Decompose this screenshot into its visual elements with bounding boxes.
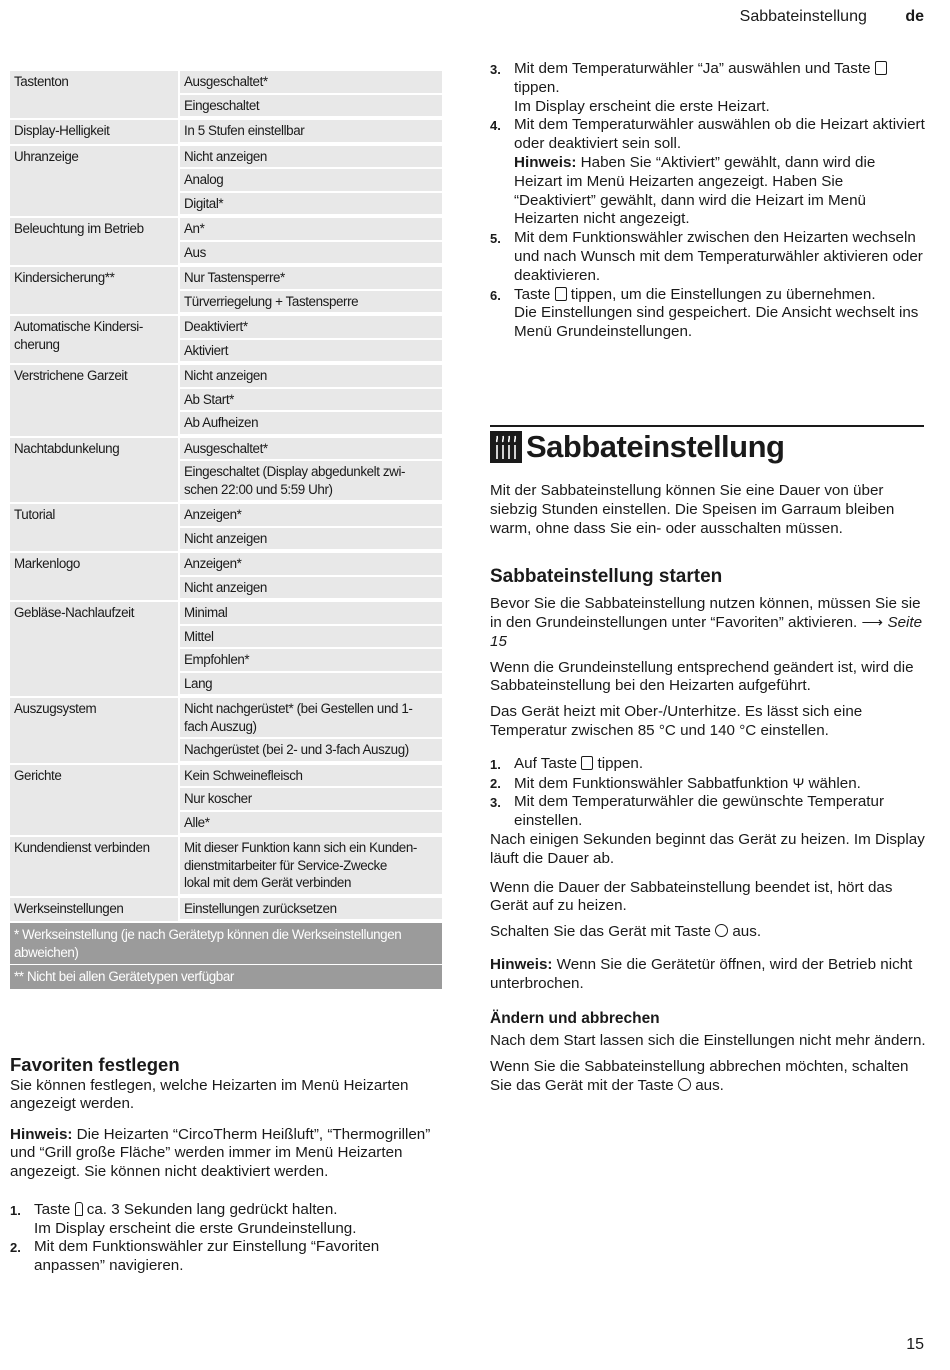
step-text: wählen. bbox=[804, 774, 861, 792]
setting-values bbox=[178, 835, 442, 896]
setting-value: Aus bbox=[178, 242, 442, 266]
setting-label: Nachtabdunkelung bbox=[10, 436, 178, 503]
sabbat-steps bbox=[490, 755, 926, 831]
hint-text: Die Heizarten “CircoTherm Heißluft”, “Thermogrillen” und “Grill große Fläche” werden immer im Menü Heizarten angezeigt. Sie können nicht deaktiviert werden. bbox=[10, 1125, 431, 1180]
sabbat-p5 bbox=[490, 923, 926, 942]
table-row bbox=[10, 436, 442, 503]
setting-label: Auszugsystem bbox=[10, 696, 178, 763]
step-number: 1. bbox=[10, 1203, 21, 1218]
power-key-icon bbox=[715, 924, 728, 937]
setting-label: Gebläse-Nachlaufzeit bbox=[10, 600, 178, 696]
setting-value: An* bbox=[178, 216, 442, 242]
step-text: Mit dem Funktionswähler Sabbatfunktion bbox=[514, 774, 793, 792]
setting-value: Nachgerüstet (bei 2- und 3-fach Auszug) bbox=[178, 739, 442, 763]
setting-value: Anzeigen* bbox=[178, 502, 442, 528]
sabbat-function-icon: Ψ bbox=[792, 774, 805, 791]
step-result: Im Display erscheint die erste Heizart. bbox=[514, 97, 770, 115]
sabbat-p7 bbox=[490, 1058, 926, 1096]
table-row bbox=[10, 896, 442, 922]
list-item bbox=[10, 1201, 442, 1238]
step-number: 3. bbox=[490, 795, 501, 811]
page-number: 15 bbox=[906, 1336, 924, 1353]
setting-value: Eingeschaltet bbox=[178, 95, 442, 119]
list-item bbox=[10, 1238, 442, 1275]
step-text: ca. 3 Sekunden lang gedrückt halten. bbox=[82, 1201, 338, 1218]
setting-value: Mittel bbox=[178, 626, 442, 650]
setting-value: Nicht nachgerüstet* (bei Gestellen und 1- fach Auszug) bbox=[178, 696, 442, 739]
setting-label: Tastenton bbox=[10, 69, 178, 118]
step-number: 6. bbox=[490, 287, 501, 303]
favoriten-intro: Sie können festlegen, welche Heizarten im Menü Heizarten angezeigt werden. bbox=[10, 1076, 409, 1112]
setting-value: Analog bbox=[178, 169, 442, 193]
confirm-key-icon bbox=[581, 756, 593, 770]
sabbat-p2: Wenn die Grundeinstellung entsprechend geändert ist, wird die Sabbateinstellung bei den Heizarten aufgeführt. bbox=[490, 658, 914, 695]
table-row bbox=[10, 763, 442, 836]
setting-value: Türverriegelung + Tastensperre bbox=[178, 291, 442, 315]
table-row bbox=[10, 835, 442, 896]
page-reference: Seite 15 bbox=[490, 613, 923, 650]
list-item bbox=[490, 229, 926, 285]
step-text: tippen, um die Einstellungen zu übernehmen. bbox=[566, 285, 876, 303]
sabbat-section bbox=[490, 482, 926, 1103]
setting-value: Nicht anzeigen bbox=[178, 363, 442, 389]
setting-values bbox=[178, 314, 442, 363]
hint-label: Hinweis: bbox=[10, 1125, 73, 1143]
favoriten-steps bbox=[10, 1201, 442, 1275]
setting-value: Deaktiviert* bbox=[178, 314, 442, 340]
setting-value: Alle* bbox=[178, 812, 442, 836]
setting-value: Einstellungen zurücksetzen bbox=[178, 896, 442, 922]
step-text: Auf Taste bbox=[514, 754, 582, 772]
step-text: Mit dem Funktionswähler zur Einstellung “Favoriten anpassen” navigieren. bbox=[34, 1238, 380, 1274]
step-number: 1. bbox=[490, 756, 501, 772]
table-row bbox=[10, 144, 442, 217]
setting-value: Digital* bbox=[178, 193, 442, 217]
setting-value: Ab Start* bbox=[178, 389, 442, 413]
setting-values bbox=[178, 696, 442, 763]
sabbat-p4: Wenn die Dauer der Sabbateinstellung beendet ist, hört das Gerät auf zu heizen. bbox=[490, 878, 893, 915]
setting-value: Mit dieser Funktion kann sich ein Kunden- dienstmitarbeiter für Service-Zwecke lokal mit dem Gerät verbinden bbox=[178, 835, 442, 896]
setting-label: Verstrichene Garzeit bbox=[10, 363, 178, 436]
setting-value: Nicht anzeigen bbox=[178, 144, 442, 170]
setting-values bbox=[178, 265, 442, 314]
setting-values bbox=[178, 600, 442, 696]
step-number: 4. bbox=[490, 118, 501, 134]
paragraph-text: Wenn Sie die Sabbateinstellung abbrechen möchten, schalten Sie das Gerät mit der Taste bbox=[490, 1058, 909, 1094]
setting-label: Kindersicherung** bbox=[10, 265, 178, 314]
header-title: Sabbateinstellung bbox=[739, 8, 867, 25]
step-result: Die Einstellungen sind gespeichert. Die Ansicht wechselt ins Menü Grundeinstellungen. bbox=[514, 304, 919, 341]
setting-values bbox=[178, 363, 442, 436]
step-result: Im Display erscheint die erste Grundeinstellung. bbox=[34, 1219, 357, 1237]
step-text: tippen. bbox=[514, 78, 560, 96]
step-number: 3. bbox=[490, 62, 501, 77]
step-number: 2. bbox=[10, 1240, 21, 1255]
table-row bbox=[10, 502, 442, 551]
sabbat-p6: Nach dem Start lassen sich die Einstellungen nicht mehr ändern. bbox=[490, 1032, 926, 1050]
setting-values bbox=[178, 896, 442, 922]
table-footnote: ** Nicht bei allen Gerätetypen verfügbar bbox=[10, 964, 442, 989]
table-row bbox=[10, 118, 442, 144]
arrow-right-icon: ⟶ bbox=[861, 613, 884, 631]
setting-label: Beleuchtung im Betrieb bbox=[10, 216, 178, 265]
step-text: Mit dem Temperaturwähler “Ja” auswählen und Taste bbox=[514, 60, 875, 77]
table-row bbox=[10, 69, 442, 118]
setting-label: Werkseinstellungen bbox=[10, 896, 178, 922]
setting-values bbox=[178, 502, 442, 551]
favoriten-heading: Favoriten festlegen bbox=[10, 1054, 180, 1075]
setting-value: Empfohlen* bbox=[178, 649, 442, 673]
table-row bbox=[10, 696, 442, 763]
sabbat-p3: Das Gerät heizt mit Ober-/Unterhitze. Es lässt sich eine Temperatur zwischen 85 °C und 140 °C einstellen. bbox=[490, 703, 863, 739]
list-item bbox=[490, 116, 926, 229]
table-row bbox=[10, 314, 442, 363]
setting-value: Ab Aufheizen bbox=[178, 412, 442, 436]
list-item bbox=[490, 755, 926, 774]
step-number: 5. bbox=[490, 231, 501, 247]
setting-label: Automatische Kindersi- cherung bbox=[10, 314, 178, 363]
setting-value: Minimal bbox=[178, 600, 442, 626]
hint-text: Wenn Sie die Gerätetür öffnen, wird der Betrieb nicht unterbrochen. bbox=[490, 955, 913, 992]
setting-values bbox=[178, 118, 442, 144]
confirm-key-icon bbox=[555, 287, 567, 301]
paragraph-text: Bevor Sie die Sabbateinstellung nutzen können, müssen Sie sie in den Grundeinstellungen unter “Favoriten” aktivieren. bbox=[490, 595, 921, 631]
confirm-key-icon bbox=[875, 61, 887, 75]
setting-value: In 5 Stufen einstellbar bbox=[178, 118, 442, 144]
setting-value: Aktiviert bbox=[178, 340, 442, 364]
sabbat-heading: Sabbateinstellung bbox=[526, 429, 785, 464]
setting-values bbox=[178, 436, 442, 503]
setting-value: Ausgeschaltet* bbox=[178, 69, 442, 95]
hint-label: Hinweis: bbox=[514, 153, 577, 171]
table-row bbox=[10, 265, 442, 314]
paragraph-text: Schalten Sie das Gerät mit Taste bbox=[490, 923, 716, 941]
settings-table bbox=[10, 69, 442, 989]
power-key-icon bbox=[678, 1078, 691, 1091]
list-item bbox=[490, 286, 926, 342]
setting-value: Nicht anzeigen bbox=[178, 528, 442, 552]
list-item bbox=[490, 60, 926, 116]
setting-label: Uhranzeige bbox=[10, 144, 178, 217]
setting-label: Kundendienst verbinden bbox=[10, 835, 178, 896]
table-row bbox=[10, 551, 442, 600]
page-header bbox=[740, 8, 924, 26]
sabbat-start-heading: Sabbateinstellung starten bbox=[490, 566, 723, 588]
step-text: Mit dem Temperaturwähler die gewünschte Temperatur einstellen. bbox=[514, 793, 885, 830]
menu-key-icon bbox=[75, 1202, 83, 1216]
setting-label: Display-Helligkeit bbox=[10, 118, 178, 144]
list-item bbox=[490, 774, 926, 794]
table-row bbox=[10, 600, 442, 696]
paragraph-text: aus. bbox=[728, 923, 762, 941]
setting-value: Eingeschaltet (Display abgedunkelt zwi- schen 22:00 und 5:59 Uhr) bbox=[178, 461, 442, 502]
setting-values bbox=[178, 144, 442, 217]
right-steps-list bbox=[490, 60, 926, 342]
sabbat-candles-icon bbox=[490, 431, 522, 463]
setting-values bbox=[178, 551, 442, 600]
step-number: 2. bbox=[490, 775, 501, 791]
setting-values bbox=[178, 216, 442, 265]
table-notes bbox=[10, 921, 442, 989]
setting-value: Nicht anzeigen bbox=[178, 577, 442, 601]
setting-label: Markenlogo bbox=[10, 551, 178, 600]
table-row bbox=[10, 363, 442, 436]
setting-label: Tutorial bbox=[10, 502, 178, 551]
setting-values bbox=[178, 763, 442, 836]
sabbat-heading-block bbox=[490, 425, 924, 465]
hint-label: Hinweis: bbox=[490, 955, 553, 973]
sabbat-hint bbox=[490, 956, 926, 994]
sabbat-after-steps: Nach einigen Sekunden beginnt das Gerät zu heizen. Im Display läuft die Dauer ab. bbox=[490, 830, 925, 867]
table-row bbox=[10, 216, 442, 265]
list-item bbox=[490, 793, 926, 831]
sabbat-intro: Mit der Sabbateinstellung können Sie eine Dauer von über siebzig Stunden einstellen. Die Speisen im Garraum bleiben warm, ohne dass Sie ein- oder ausschalten müssen. bbox=[490, 482, 895, 537]
setting-value: Lang bbox=[178, 673, 442, 697]
favoriten-steps-continued bbox=[490, 60, 926, 342]
step-text: Mit dem Temperaturwähler auswählen ob die Heizart aktiviert oder deaktiviert sein soll. bbox=[514, 116, 925, 153]
step-text: Mit dem Funktionswähler zwischen den Heizarten wechseln und nach Wunsch mit dem Temperaturwähler aktivieren oder deaktivieren. bbox=[514, 229, 923, 284]
favoriten-hint bbox=[10, 1126, 442, 1182]
step-text: Taste bbox=[34, 1201, 75, 1218]
setting-values bbox=[178, 69, 442, 118]
setting-label: Gerichte bbox=[10, 763, 178, 836]
setting-value: Anzeigen* bbox=[178, 551, 442, 577]
step-text: Taste bbox=[514, 285, 555, 303]
paragraph-text: aus. bbox=[690, 1076, 724, 1094]
hint-text: Haben Sie “Aktiviert” gewählt, dann wird die Heizart im Menü Heizarten angezeigt. Haben Sie “Deaktiviert” gewählt, dann wird die Heizart im Menü Heizarten nicht angezeigt. bbox=[514, 153, 876, 228]
step-text: tippen. bbox=[593, 754, 644, 772]
change-cancel-heading: Ändern und abbrechen bbox=[490, 1009, 660, 1027]
setting-value: Kein Schweinefleisch bbox=[178, 763, 442, 789]
setting-value: Ausgeschaltet* bbox=[178, 436, 442, 462]
header-language: de bbox=[905, 8, 924, 25]
sabbat-p1 bbox=[490, 595, 926, 651]
favoriten-section bbox=[10, 1056, 442, 1275]
table-footnote: * Werkseinstellung (je nach Gerätetyp können die Werkseinstellungen abweichen) bbox=[14, 927, 402, 960]
setting-value: Nur Tastensperre* bbox=[178, 265, 442, 291]
setting-value: Nur koscher bbox=[178, 788, 442, 812]
